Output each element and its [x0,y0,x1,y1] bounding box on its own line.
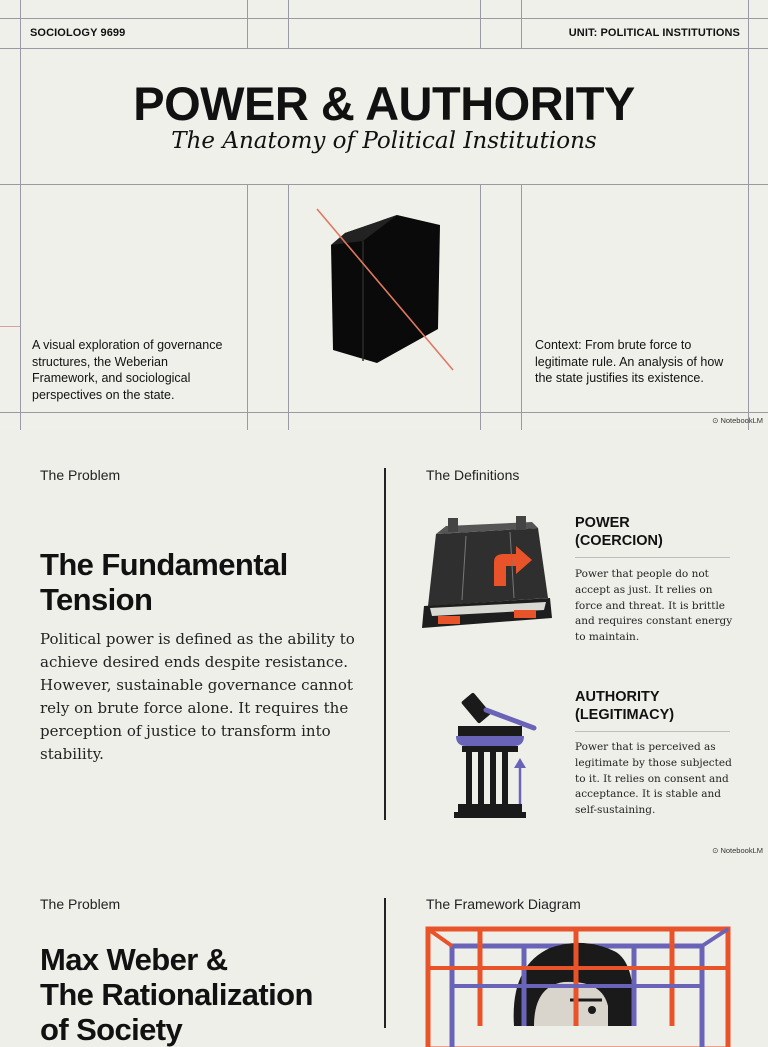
definition-title-line: AUTHORITY [575,689,660,705]
section-label: The Definitions [426,467,520,483]
definition-rule [575,557,730,558]
course-code: SOCIOLOGY 9699 [30,27,126,39]
grid-line [0,18,768,19]
section-body: Political power is defined as the ability to achieve desired ends despite resistance. However, sustainable governance cannot rely on brute force alone. It requires the perception of justice to transform into stability. [40,630,355,763]
section-label: The Problem [40,467,121,483]
definition-text: Power that people do not accept as just. It relies on force and threat. It is brittle and requires constant energy to maintain. [575,568,733,644]
grid-mark [0,326,20,327]
column-divider [384,468,386,820]
title-line: The Fundamental [40,547,288,582]
grid-line [288,0,289,48]
column-divider [384,898,386,1028]
section-title [40,942,313,1047]
gavel-pillar-icon [448,680,543,820]
brand-label [712,416,763,425]
title-line: Tension [40,582,153,617]
title-line: of Society [40,1012,183,1047]
title-line: Max Weber & [40,942,228,977]
grid-line [247,184,248,430]
brand-name: NotebookLM [720,846,763,855]
notebooklm-icon: ⊙ [712,846,719,855]
brand-label [712,846,763,855]
brand-name: NotebookLM [720,416,763,425]
context-description: Context: From brute force to legitimate rule. An analysis of how the state justifies its existence. [535,338,724,385]
section-label: The Framework Diagram [426,896,581,912]
grid-line [247,0,248,48]
grid-line [521,184,522,430]
grid-line [288,184,289,430]
definition-title-line: (COERCION) [575,533,663,549]
grid-line [480,184,481,430]
definition-title-line: (LEGITIMACY) [575,707,675,723]
grid-line [20,0,21,430]
unit-label: UNIT: POLITICAL INSTITUTIONS [568,27,740,39]
weber-slide [0,860,768,1047]
grid-line [0,184,768,185]
definition-title [575,688,674,724]
grid-line [748,0,749,430]
definition-title-line: POWER [575,515,630,531]
title-slide [0,0,768,430]
page-title: POWER & AUTHORITY [133,77,635,130]
grid-line [0,48,768,49]
definition-rule [575,731,730,732]
grid-line [0,412,768,413]
definition-title [575,514,663,550]
section-label: The Problem [40,896,121,912]
definition-text: Power that is perceived as legitimate by those subjected to it. It relies on consent and acceptance. It is stable and self-sustaining. [575,741,732,817]
barricade-icon [420,514,555,632]
monolith-slash-icon [305,205,465,375]
notebooklm-icon: ⊙ [712,416,719,425]
page-subtitle: The Anatomy of Political Institutions [171,128,597,154]
section-title [40,547,288,617]
definitions-slide [0,430,768,860]
intro-description: A visual exploration of governance structures, the Weberian Framework, and sociological perspectives on the state. [32,338,223,402]
portrait-cage-icon [424,926,734,1026]
title-line: The Rationalization [40,977,313,1012]
grid-line [480,0,481,48]
grid-line [521,0,522,48]
